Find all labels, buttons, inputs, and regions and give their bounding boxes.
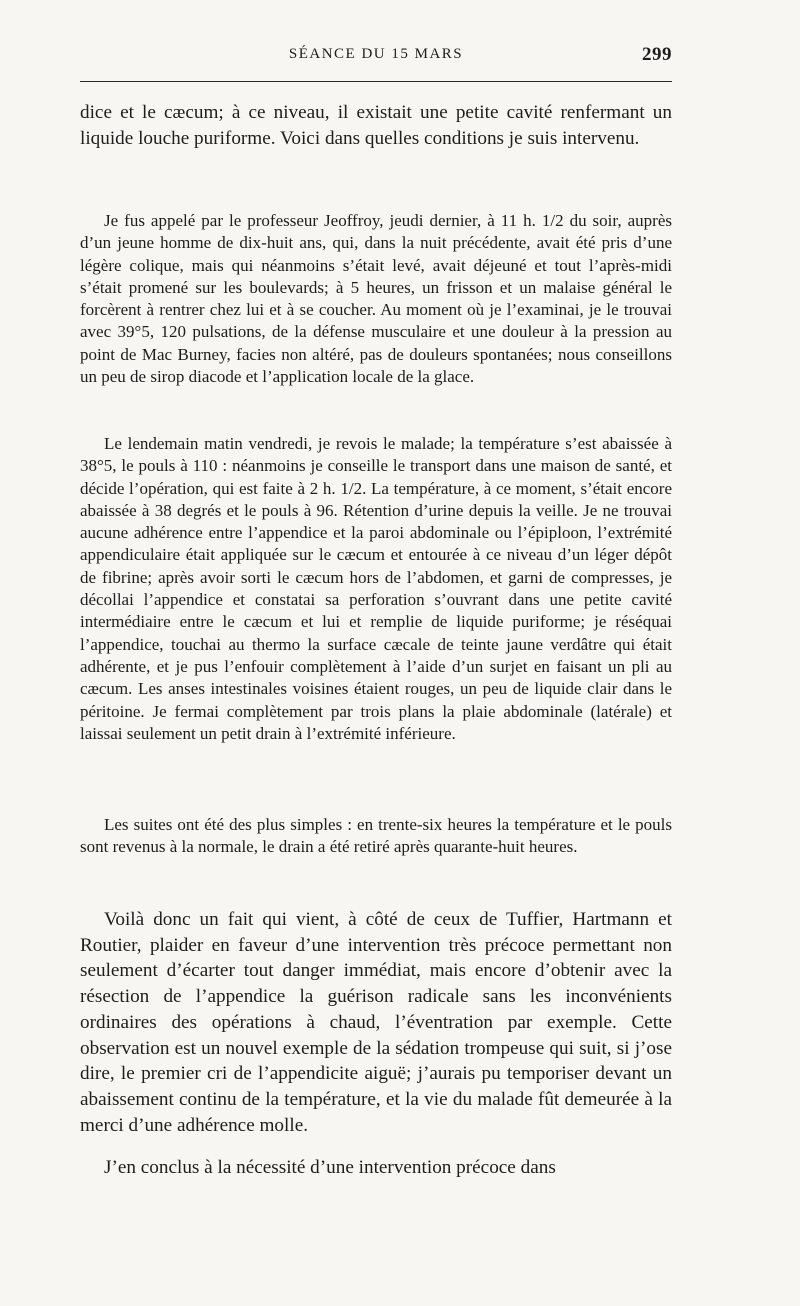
paragraph-outcome: Les suites ont été des plus simples : en trente-six heures la température et le pouls sont revenus à la normale, le drain a été retiré après quarante-huit heures. bbox=[80, 815, 672, 857]
paragraph-conclusion: J’en conclus à la nécessité d’une intervention précoce dans bbox=[104, 1157, 556, 1178]
running-header bbox=[80, 46, 672, 70]
paragraph-continuation: dice et le cæcum; à ce niveau, il existait une petite cavité renfermant un liquide louche puriforme. Voici dans quelles conditions je suis intervenu. bbox=[80, 102, 672, 149]
header-title: SÉANCE DU 15 MARS bbox=[288, 46, 464, 62]
paragraph-operation: Le lendemain matin vendredi, je revois le malade; la température s’est abaissée à 38°5, le pouls à 110 : néanmoins je conseille le transport dans une maison de santé, et décide l’opération, qui est faite à 2 h. 1/2. La température, à ce moment, s’était encore abaissée à 38 degrés et le pouls à 96. Rétention d’urine depuis la veille. Je ne trouvai aucune adhérence entre l’appendice et la paroi abdominale ou l’épiploon, l’extrémité appendiculaire était appliquée sur le cæcum et entourée à ce niveau d’un léger dépôt de fibrine; après avoir sorti le cæcum hors de l’abdomen, et garni de compresses, je décollai l’appendice et constatai sa perforation s’ouvrant dans une petite cavité intermédiaire entre le cæcum et lui et remplie de liquide puriforme; je réséquai l’appendice, touchai au thermo la surface cæcale de teinte jaune verdâtre qui était adhérente, et je pus l’enfouir complètement à l’aide d’un surjet en faisant un pli au cæcum. Les anses intestinales voisines étaient rouges, un peu de liquide clair dans le péritoine. Je fermai complètement par trois plans la plaie abdominale (latérale) et laissai seulement un petit drain à l’extrémité inférieure. bbox=[80, 434, 672, 743]
paragraph-discussion: Voilà donc un fait qui vient, à côté de ceux de Tuffier, Hartmann et Routier, plaider en faveur d’une intervention très précoce permettant non seulement d’écarter tout danger immédiat, mais encore d’obtenir avec la résection de l’appendice la guérison radicale sans les inconvénients ordinaires des opérations à chaud, l’éventration par exemple. Cette observation est un nouvel exemple de la sédation trompeuse qui suit, si j’ose dire, le premier cri de l’appendicite aiguë; j’aurais pu temporiser devant un abaissement continu de la température, et la vie du malade fût demeurée à la merci d’une adhérence molle. bbox=[80, 909, 672, 1136]
header-rule bbox=[80, 81, 672, 82]
paragraph-case-call: Je fus appelé par le professeur Jeoffroy, jeudi dernier, à 11 h. 1/2 du soir, auprès d’un jeune homme de dix-huit ans, qui, dans la nuit précédente, avait été pris d’une légère colique, mais qui néanmoins s’était levé, avait déjeuné et tout l’après-midi s’était promené sur les boulevards; à 5 heures, un frisson et un malaise général le forcèrent à rentrer chez lui et à se coucher. Au moment où je l’examinai, je le trouvai avec 39°5, 120 pulsations, de la défense musculaire et une douleur à la pression au point de Mac Burney, facies non altéré, pas de douleurs spontanées; nous conseillons un peu de sirop diacode et l’application locale de la glace. bbox=[80, 211, 672, 387]
page-number: 299 bbox=[642, 44, 672, 65]
